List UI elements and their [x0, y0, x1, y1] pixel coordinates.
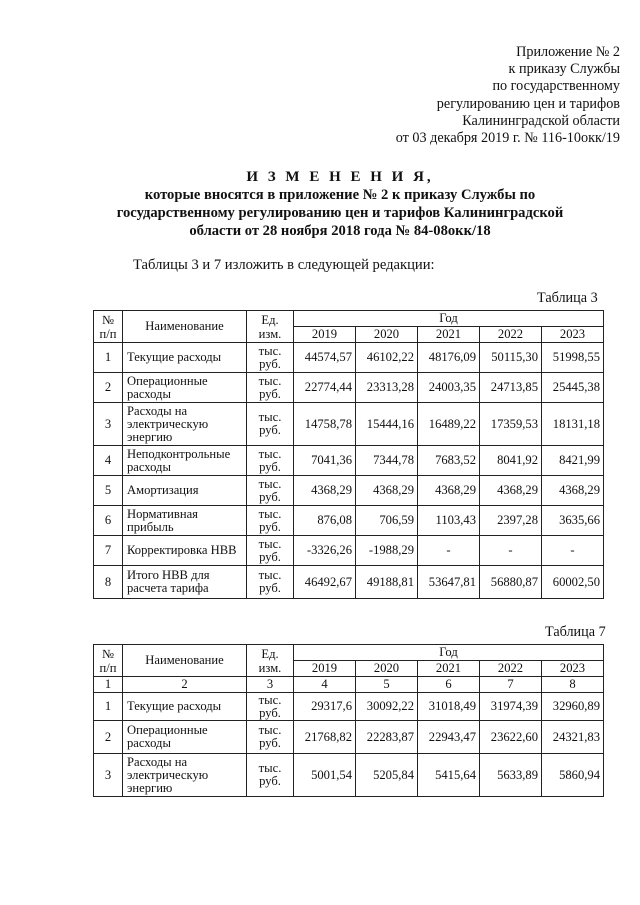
row-unit: тыс. руб. — [247, 373, 294, 403]
table3-header-year-col: 2021 — [418, 327, 480, 343]
table-row — [94, 343, 604, 373]
table7-colnum: 1 — [94, 677, 123, 693]
row-value: 4368,29 — [542, 476, 604, 506]
appendix-line: от 03 декабря 2019 г. № 116-10окк/19 — [395, 130, 620, 147]
table7-header-year-col: 2019 — [294, 661, 356, 677]
row-value: 706,59 — [356, 506, 418, 536]
row-unit: тыс. руб. — [247, 403, 294, 446]
row-number: 3 — [94, 403, 123, 446]
row-value: 31974,39 — [480, 693, 542, 721]
row-number: 6 — [94, 506, 123, 536]
table-row — [94, 446, 604, 476]
row-value: - — [542, 536, 604, 566]
row-value: 5205,84 — [356, 754, 418, 797]
table3-header-year: Год — [294, 311, 604, 327]
table-row — [94, 721, 604, 754]
table7-header-year: Год — [294, 645, 604, 661]
row-unit: тыс. руб. — [247, 536, 294, 566]
table7-colnum: 8 — [542, 677, 604, 693]
row-number: 3 — [94, 754, 123, 797]
row-value: 2397,28 — [480, 506, 542, 536]
row-number: 4 — [94, 446, 123, 476]
row-unit: тыс. руб. — [247, 446, 294, 476]
row-value: 14758,78 — [294, 403, 356, 446]
row-value: 15444,16 — [356, 403, 418, 446]
table7-colnum: 6 — [418, 677, 480, 693]
row-value: 16489,22 — [418, 403, 480, 446]
table3-header-year-col: 2022 — [480, 327, 542, 343]
row-value: 53647,81 — [418, 566, 480, 599]
table7-header-unit: Ед. изм. — [247, 645, 294, 677]
table7-header-name: Наименование — [123, 645, 247, 677]
appendix-line: по государственному — [492, 78, 620, 95]
table-row — [94, 373, 604, 403]
row-unit: тыс. руб. — [247, 566, 294, 599]
intro-text: Таблицы 3 и 7 изложить в следующей редакции: — [133, 257, 435, 273]
row-value: 5001,54 — [294, 754, 356, 797]
row-value: 29317,6 — [294, 693, 356, 721]
row-name: Текущие расходы — [123, 693, 247, 721]
row-value: 24713,85 — [480, 373, 542, 403]
row-value: - — [480, 536, 542, 566]
row-value: 51998,55 — [542, 343, 604, 373]
table7 — [93, 644, 604, 797]
row-unit: тыс. руб. — [247, 476, 294, 506]
row-value: 22283,87 — [356, 721, 418, 754]
row-value: -3326,26 — [294, 536, 356, 566]
row-value: -1988,29 — [356, 536, 418, 566]
table7-header-num: № п/п — [94, 645, 123, 677]
table3-header-name: Наименование — [123, 311, 247, 343]
row-value: 21768,82 — [294, 721, 356, 754]
appendix-block — [330, 44, 620, 147]
row-value: 24003,35 — [418, 373, 480, 403]
row-value: 22943,47 — [418, 721, 480, 754]
row-value: 23313,28 — [356, 373, 418, 403]
table-row — [94, 754, 604, 797]
row-number: 1 — [94, 693, 123, 721]
appendix-line: регулированию цен и тарифов — [436, 95, 620, 112]
row-value: 49188,81 — [356, 566, 418, 599]
table7-colnum: 3 — [247, 677, 294, 693]
row-value: 50115,30 — [480, 343, 542, 373]
row-value: 44574,57 — [294, 343, 356, 373]
row-unit: тыс. руб. — [247, 343, 294, 373]
table7-header-year-col: 2022 — [480, 661, 542, 677]
row-name: Итого НВВ для расчета тарифа — [123, 566, 247, 599]
row-name: Расходы на электрическую энергию — [123, 754, 247, 797]
row-value: 5860,94 — [542, 754, 604, 797]
row-value: 56880,87 — [480, 566, 542, 599]
row-value: 8421,99 — [542, 446, 604, 476]
heading-title: И З М Е Н Е Н И Я, — [246, 169, 434, 185]
table7-colnum: 2 — [123, 677, 247, 693]
row-name: Текущие расходы — [123, 343, 247, 373]
row-value: 4368,29 — [418, 476, 480, 506]
row-value: 60002,50 — [542, 566, 604, 599]
table7-caption: Таблица 7 — [545, 624, 606, 640]
table3-header-year-col: 2023 — [542, 327, 604, 343]
heading-line: государственному регулированию цен и тарифов Калининградской — [116, 205, 564, 221]
table7-header-year-col: 2020 — [356, 661, 418, 677]
row-value: 46492,67 — [294, 566, 356, 599]
row-value: 7041,36 — [294, 446, 356, 476]
table3-header-year-col: 2019 — [294, 327, 356, 343]
row-name: Расходы на электрическую энергию — [123, 403, 247, 446]
appendix-line: Калининградской области — [462, 112, 620, 129]
row-value: 22774,44 — [294, 373, 356, 403]
row-name: Амортизация — [123, 476, 247, 506]
row-number: 2 — [94, 373, 123, 403]
table3-caption: Таблица 3 — [537, 290, 598, 306]
row-name: Операционные расходы — [123, 721, 247, 754]
row-number: 5 — [94, 476, 123, 506]
row-value: 5633,89 — [480, 754, 542, 797]
row-value: 25445,38 — [542, 373, 604, 403]
row-value: 4368,29 — [294, 476, 356, 506]
row-value: 5415,64 — [418, 754, 480, 797]
row-value: 24321,83 — [542, 721, 604, 754]
table7-colnum: 5 — [356, 677, 418, 693]
row-value: 7683,52 — [418, 446, 480, 476]
row-value: 8041,92 — [480, 446, 542, 476]
table-row — [94, 506, 604, 536]
row-value: 48176,09 — [418, 343, 480, 373]
row-unit: тыс. руб. — [247, 721, 294, 754]
row-value: 23622,60 — [480, 721, 542, 754]
table-row — [94, 566, 604, 599]
row-value: 31018,49 — [418, 693, 480, 721]
row-name: Неподконтрольные расходы — [123, 446, 247, 476]
table3-header-num: № п/п — [94, 311, 123, 343]
table7-colnum: 7 — [480, 677, 542, 693]
row-value: 32960,89 — [542, 693, 604, 721]
appendix-line: Приложение № 2 — [516, 44, 620, 60]
row-value: 876,08 — [294, 506, 356, 536]
row-name: Нормативная прибыль — [123, 506, 247, 536]
appendix-line: к приказу Службы — [508, 61, 620, 78]
row-value: 7344,78 — [356, 446, 418, 476]
row-value: 30092,22 — [356, 693, 418, 721]
row-value: 46102,22 — [356, 343, 418, 373]
row-number: 8 — [94, 566, 123, 599]
row-value: - — [418, 536, 480, 566]
row-unit: тыс. руб. — [247, 754, 294, 797]
heading-line: которые вносятся в приложение № 2 к приказу Службы по — [144, 187, 536, 203]
row-value: 4368,29 — [356, 476, 418, 506]
row-value: 17359,53 — [480, 403, 542, 446]
table3 — [93, 310, 604, 599]
row-number: 7 — [94, 536, 123, 566]
table7-header-year-col: 2023 — [542, 661, 604, 677]
row-value: 18131,18 — [542, 403, 604, 446]
row-name: Корректировка НВВ — [123, 536, 247, 566]
row-unit: тыс. руб. — [247, 693, 294, 721]
row-number: 1 — [94, 343, 123, 373]
table-row — [94, 476, 604, 506]
table3-header-unit: Ед. изм. — [247, 311, 294, 343]
table-row — [94, 403, 604, 446]
row-number: 2 — [94, 721, 123, 754]
table3-header-year-col: 2020 — [356, 327, 418, 343]
table-row — [94, 693, 604, 721]
row-value: 4368,29 — [480, 476, 542, 506]
table-row — [94, 536, 604, 566]
document-heading — [100, 168, 580, 240]
row-name: Операционные расходы — [123, 373, 247, 403]
table7-colnum: 4 — [294, 677, 356, 693]
row-value: 1103,43 — [418, 506, 480, 536]
row-unit: тыс. руб. — [247, 506, 294, 536]
heading-line: области от 28 ноября 2018 года № 84-08окк/18 — [189, 223, 491, 239]
row-value: 3635,66 — [542, 506, 604, 536]
table7-header-year-col: 2021 — [418, 661, 480, 677]
